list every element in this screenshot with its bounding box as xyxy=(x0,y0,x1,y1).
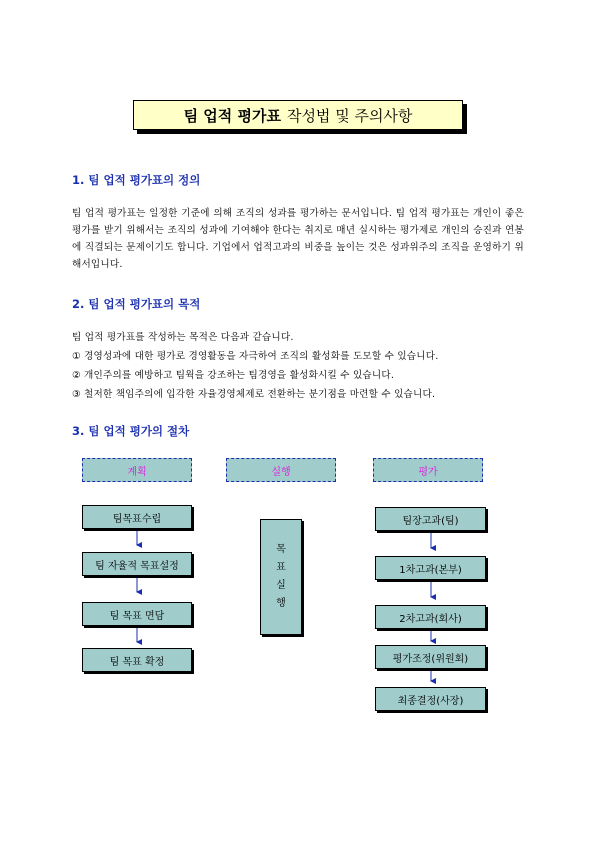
plan-step-4: 팀 목표 확정 xyxy=(82,648,192,672)
eval-step-4: 평가조정(위원회) xyxy=(375,645,486,669)
eval-step-3: 2차고과(회사) xyxy=(375,605,486,629)
execute-char: 표 xyxy=(276,562,286,573)
phase-execute: 실행 xyxy=(226,458,336,482)
title-bold: 팀 업적 평가표 xyxy=(183,106,281,125)
section-2-item-2: ② 개인주의를 예방하고 팀웍을 강조하는 팀경영을 활성화시킬 수 있습니다. xyxy=(72,370,395,381)
section-1-heading: 1. 팀 업적 평가표의 정의 xyxy=(72,173,201,187)
section-1-paragraph: 팀 업적 평가표는 일정한 기준에 의해 조직의 성과를 평가하는 문서입니다. 팀 업적 평가표는 개인이 좋은 평가를 받기 위해서는 조직의 성과에 기여해야 한다는 취지로 매년 실시하는 평가제로 개인의 승진과 연봉에 직결되는 문제이기도 합니다. 기업에서 업적고과의 비중을 높이는 것은 성과위주의 조직을 운영하기 위해서입니다. xyxy=(72,208,524,270)
section-2-heading: 2. 팀 업적 평가표의 목적 xyxy=(72,297,201,311)
eval-step-5: 최종결정(사장) xyxy=(375,687,486,711)
eval-step-1: 팀장고과(팀) xyxy=(375,507,486,531)
section-3-heading: 3. 팀 업적 평가의 절차 xyxy=(72,424,190,438)
section-2-item-3: ③ 철저한 책임주의에 입각한 자율경영체제로 전환하는 분기점을 마련할 수 있습니다. xyxy=(72,389,436,400)
plan-step-2: 팀 자율적 목표설정 xyxy=(82,552,192,576)
execute-char: 목 xyxy=(276,544,286,555)
section-2-item-1: ① 경영성과에 대한 평가로 경영활동을 자극하여 조직의 활성화를 도모할 수 있습니다. xyxy=(72,351,439,362)
plan-step-3: 팀 목표 면담 xyxy=(82,602,192,626)
title-rest: 작성법 및 주의사항 xyxy=(286,106,413,125)
section-2-intro: 팀 업적 평가표를 작성하는 목적은 다음과 같습니다. xyxy=(72,332,294,343)
execute-char: 행 xyxy=(276,598,286,609)
phase-evaluate: 평가 xyxy=(373,458,483,482)
eval-step-2: 1차고과(본부) xyxy=(375,556,486,580)
execute-char: 실 xyxy=(276,580,286,591)
plan-step-1: 팀목표수립 xyxy=(82,505,192,529)
phase-plan: 계획 xyxy=(82,458,192,482)
execute-box xyxy=(260,519,302,635)
